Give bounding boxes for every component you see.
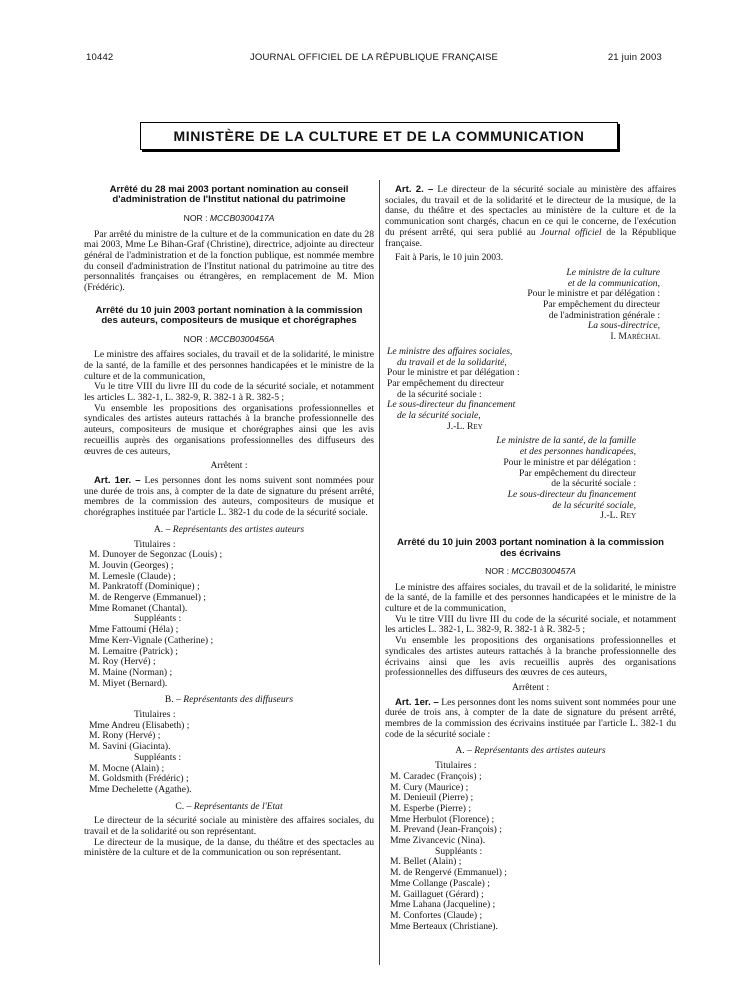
member-name: M. Confortes (Claude) ; [390,910,483,921]
suppleants-label: Suppléants : [134,751,182,763]
signature-line: Le ministre de la culture [566,266,660,278]
member-name: M. Caradec (François) ; [390,770,482,782]
column-divider [379,180,380,965]
member-name: M. Rony (Hervé) ; [89,730,161,742]
arrete3-para: Vu le titre VIII du livre III du code de la sécurité sociale, et notamment les articles L. 382-1, L. 382-9, R. 382-1 à R. 382-5 ; [385,613,676,636]
arrete1-nor: NOR : MCCB0300417A [183,212,275,223]
section-heading: A. – Représentants des artistes auteurs [455,745,606,757]
member-name: M. Goldsmith (Frédéric) ; [89,773,189,785]
arrete2-nor: NOR : MCCB0300456A [183,333,275,344]
state-rep-para: Le directeur de la musique, de la danse, du théâtre et des spectacles au ministère de la culture et de la communication ou son représentant. [84,836,374,859]
signature-line: Par empêchement du directeur [519,467,636,479]
member-name: M. Dunoyer de Segonzac (Louis) ; [89,549,223,561]
suppleants-label: Suppléants : [435,845,483,857]
member-name: Mme Lahana (Jacqueline) ; [390,899,496,911]
signature-line: de la sécurité sociale, [397,410,481,422]
signature-line: de la sécurité sociale : [397,388,482,400]
member-name: M. de Rengervé (Emmanuel) ; [390,867,507,879]
member-name: Mme Collange (Pascale) ; [390,877,490,889]
article-1: Art. 1er. – Les personnes dont les noms suivent sont nommées pour une durée de trois ans, à compter de la date de signature du présent arrêté, membres de la commission des auteurs, compositeurs de musique et chorégraphes instituée par l'article L. 382-1 du code de la sécurité sociale. [84,474,374,519]
page-number: 10442 [86,52,114,63]
member-name: M. Gaillaguet (Gérard) ; [390,888,484,900]
signature-line: Le ministre de la santé, de la famille [496,435,636,447]
article-1: Art. 1er. – Les personnes dont les noms suivent sont nommées pour une durée de trois ans, à compter de la date de signature du présent arrêté, membres de la commission des écrivains instituée par l'article L. 382-1 du code de la sécurité sociale : [385,696,676,740]
signature-line: Pour le ministre et par délégation : [387,367,520,379]
titulaires-label: Titulaires : [435,760,477,772]
titulaires-label: Titulaires : [134,538,176,550]
member-name: M. Bellet (Alain) ; [390,856,462,868]
ministry-title: MINISTÈRE DE LA CULTURE ET DE LA COMMUNICATION [173,128,585,144]
arrete2-para: Vu ensemble les propositions des organisations professionnelles et syndicales des artistes auteurs rattachés à la branche professionnelle des auteurs, compositeurs de musique et chorégraphes ainsi que les avis recueillis auprès des organisations professionnelles des diffuseurs des œuvres de ces auteurs, [84,402,374,457]
member-name: M. Esperbe (Pierre) ; [390,802,471,814]
arrete3-title: Arrêté du 10 juin 2003 portant nomination à la commission des écrivains [396,537,665,559]
arrete2-para: Le ministre des affaires sociales, du travail et de la solidarité, le ministre de la santé, de la famille et des personnes handicapées et le ministre de la culture et de la communication, [84,349,374,382]
section-heading: B. – Représentants des diffuseurs [164,694,294,706]
signature-line: et de la communication, [567,277,660,289]
signature-line: Par empêchement du directeur [543,299,660,311]
article-2: Art. 2. – Le directeur de la sécurité sociale au ministère des affaires sociales, du travail et de la solidarité et le directeur de la musique, de la danse, du théâtre et des spectacles au ministère de la culture et de la communication sont chargés, chacun en ce qui le concerne, de l'exécution du présent arrêté, qui sera publié au Journal officiel de la République française. [385,184,676,249]
signature-line: et des personnes handicapées, [519,446,636,458]
arrete1-body: Par arrêté du ministre de la culture et de la communication en date du 28 mai 2003, Mme Le Bihan-Graf (Christine), directrice, adjointe au directeur général de l'administration et de la fonction publique, est nommée membre du conseil d'administration de l'Institut national du patrimoine au titre des personnalités françaises ou étrangères, en remplacement de M. Mion (Frédéric). [84,228,374,294]
arrete2-para: Vu le titre VIII du livre III du code de la sécurité sociale, et notamment les articles L. 382-1, L. 382-9, R. 382-1 à R. 382-5 ; [84,381,374,404]
fait-a-paris: Fait à Paris, le 10 juin 2003. [395,252,504,264]
signature-line: Le sous-directeur du financement [387,399,516,411]
member-name: M. Mocne (Alain) ; [89,762,165,774]
arrete1-title: Arrêté du 28 mai 2003 portant nomination au conseil d'administration de l'Institut national du patrimoine [109,184,349,206]
signature-line: du travail et de la solidarité, [397,356,507,368]
signature-line: J.-L. Rey [600,510,636,522]
member-name: Mme Berteaux (Christiane). [390,920,498,932]
suppleants-label: Suppléants : [134,613,182,625]
member-name: M. Maine (Norman) ; [89,666,173,678]
member-name: Mme Romanet (Chantal). [89,602,188,614]
member-name: M. Prevand (Jean-François) ; [390,824,502,836]
arretent-label: Arrêtent : [511,681,550,693]
signature-line: Pour le ministre et par délégation : [527,288,660,300]
ministry-banner [140,122,618,150]
member-name: Mme Herbulot (Florence) ; [390,813,495,825]
member-name: M. Jouvin (Georges) ; [89,559,174,571]
signature-line: Le ministre des affaires sociales, [387,345,513,357]
signature-line: Par empêchement du directeur [387,377,504,389]
signature-line: de l'administration générale : [548,309,660,321]
section-heading: A. – Représentants des artistes auteurs [153,523,305,535]
member-name: M. Denieuil (Pierre) ; [390,792,474,804]
journal-title: JOURNAL OFFICIEL DE LA RÉPUBLIQUE FRANÇAISE [249,52,499,63]
member-name: M. Lemaitre (Patrick) ; [89,645,178,657]
arrete3-nor: NOR : MCCB0300457A [485,565,576,576]
arretent-label: Arrêtent : [210,460,248,472]
state-rep-para: Le directeur de la sécurité sociale au ministère des affaires sociales, du travail et de la solidarité ou son représentant. [84,815,374,838]
signature-line: La sous-directrice, [587,320,660,332]
signature-line: de la sécurité sociale : [551,478,636,490]
member-name: Mme Fattoumi (Héla) ; [89,624,179,636]
arrete3-para: Le ministre des affaires sociales, du travail et de la solidarité, le ministre de la santé, de la famille et des personnes handicapées et le ministre de la culture et de la communication, [385,581,676,615]
signature-line: de la sécurité sociale, [552,499,636,511]
member-name: M. Lemesle (Claude) ; [89,570,176,582]
member-name: M. Savini (Giacinta). [89,741,171,753]
signature-line: Pour le ministre et par délégation : [503,456,636,468]
arrete2-title: Arrêté du 10 juin 2003 portant nomination à la commission des auteurs, compositeurs de musique et chorégraphes [95,304,363,327]
member-name: Mme Dechelette (Agathe). [89,783,192,795]
titulaires-label: Titulaires : [134,709,176,721]
section-heading: C. – Représentants de l'Etat [175,800,283,812]
signature-line: J.-L. Rey [447,420,483,432]
signature-line: I. Maréchal [610,331,660,343]
arrete3-para: Vu ensemble les propositions des organisations professionnelles et syndicales des artistes auteurs rattachés à la branche professionnelle des écrivains ainsi que les avis recueillis auprès des organisations professionnelles des diffuseurs des œuvres de ces auteurs, [385,635,676,679]
member-name: Mme Zivancevic (Nina). [390,835,486,847]
member-name: M. de Rengerve (Emmanuel) ; [89,592,206,604]
member-name: M. Cury (Maurice) ; [390,781,469,793]
member-name: Mme Andreu (Elisabeth) ; [89,719,190,731]
left-column [84,185,374,859]
member-name: M. Pankratoff (Dominique) ; [89,581,200,593]
issue-date: 21 juin 2003 [607,52,662,63]
member-name: M. Miyet (Bernard). [89,677,168,689]
member-name: Mme Kerr-Vignale (Catherine) ; [89,634,214,646]
right-column [385,185,676,932]
member-name: M. Roy (Hervé) ; [89,656,156,668]
signature-line: Le sous-directeur du financement [507,488,636,500]
